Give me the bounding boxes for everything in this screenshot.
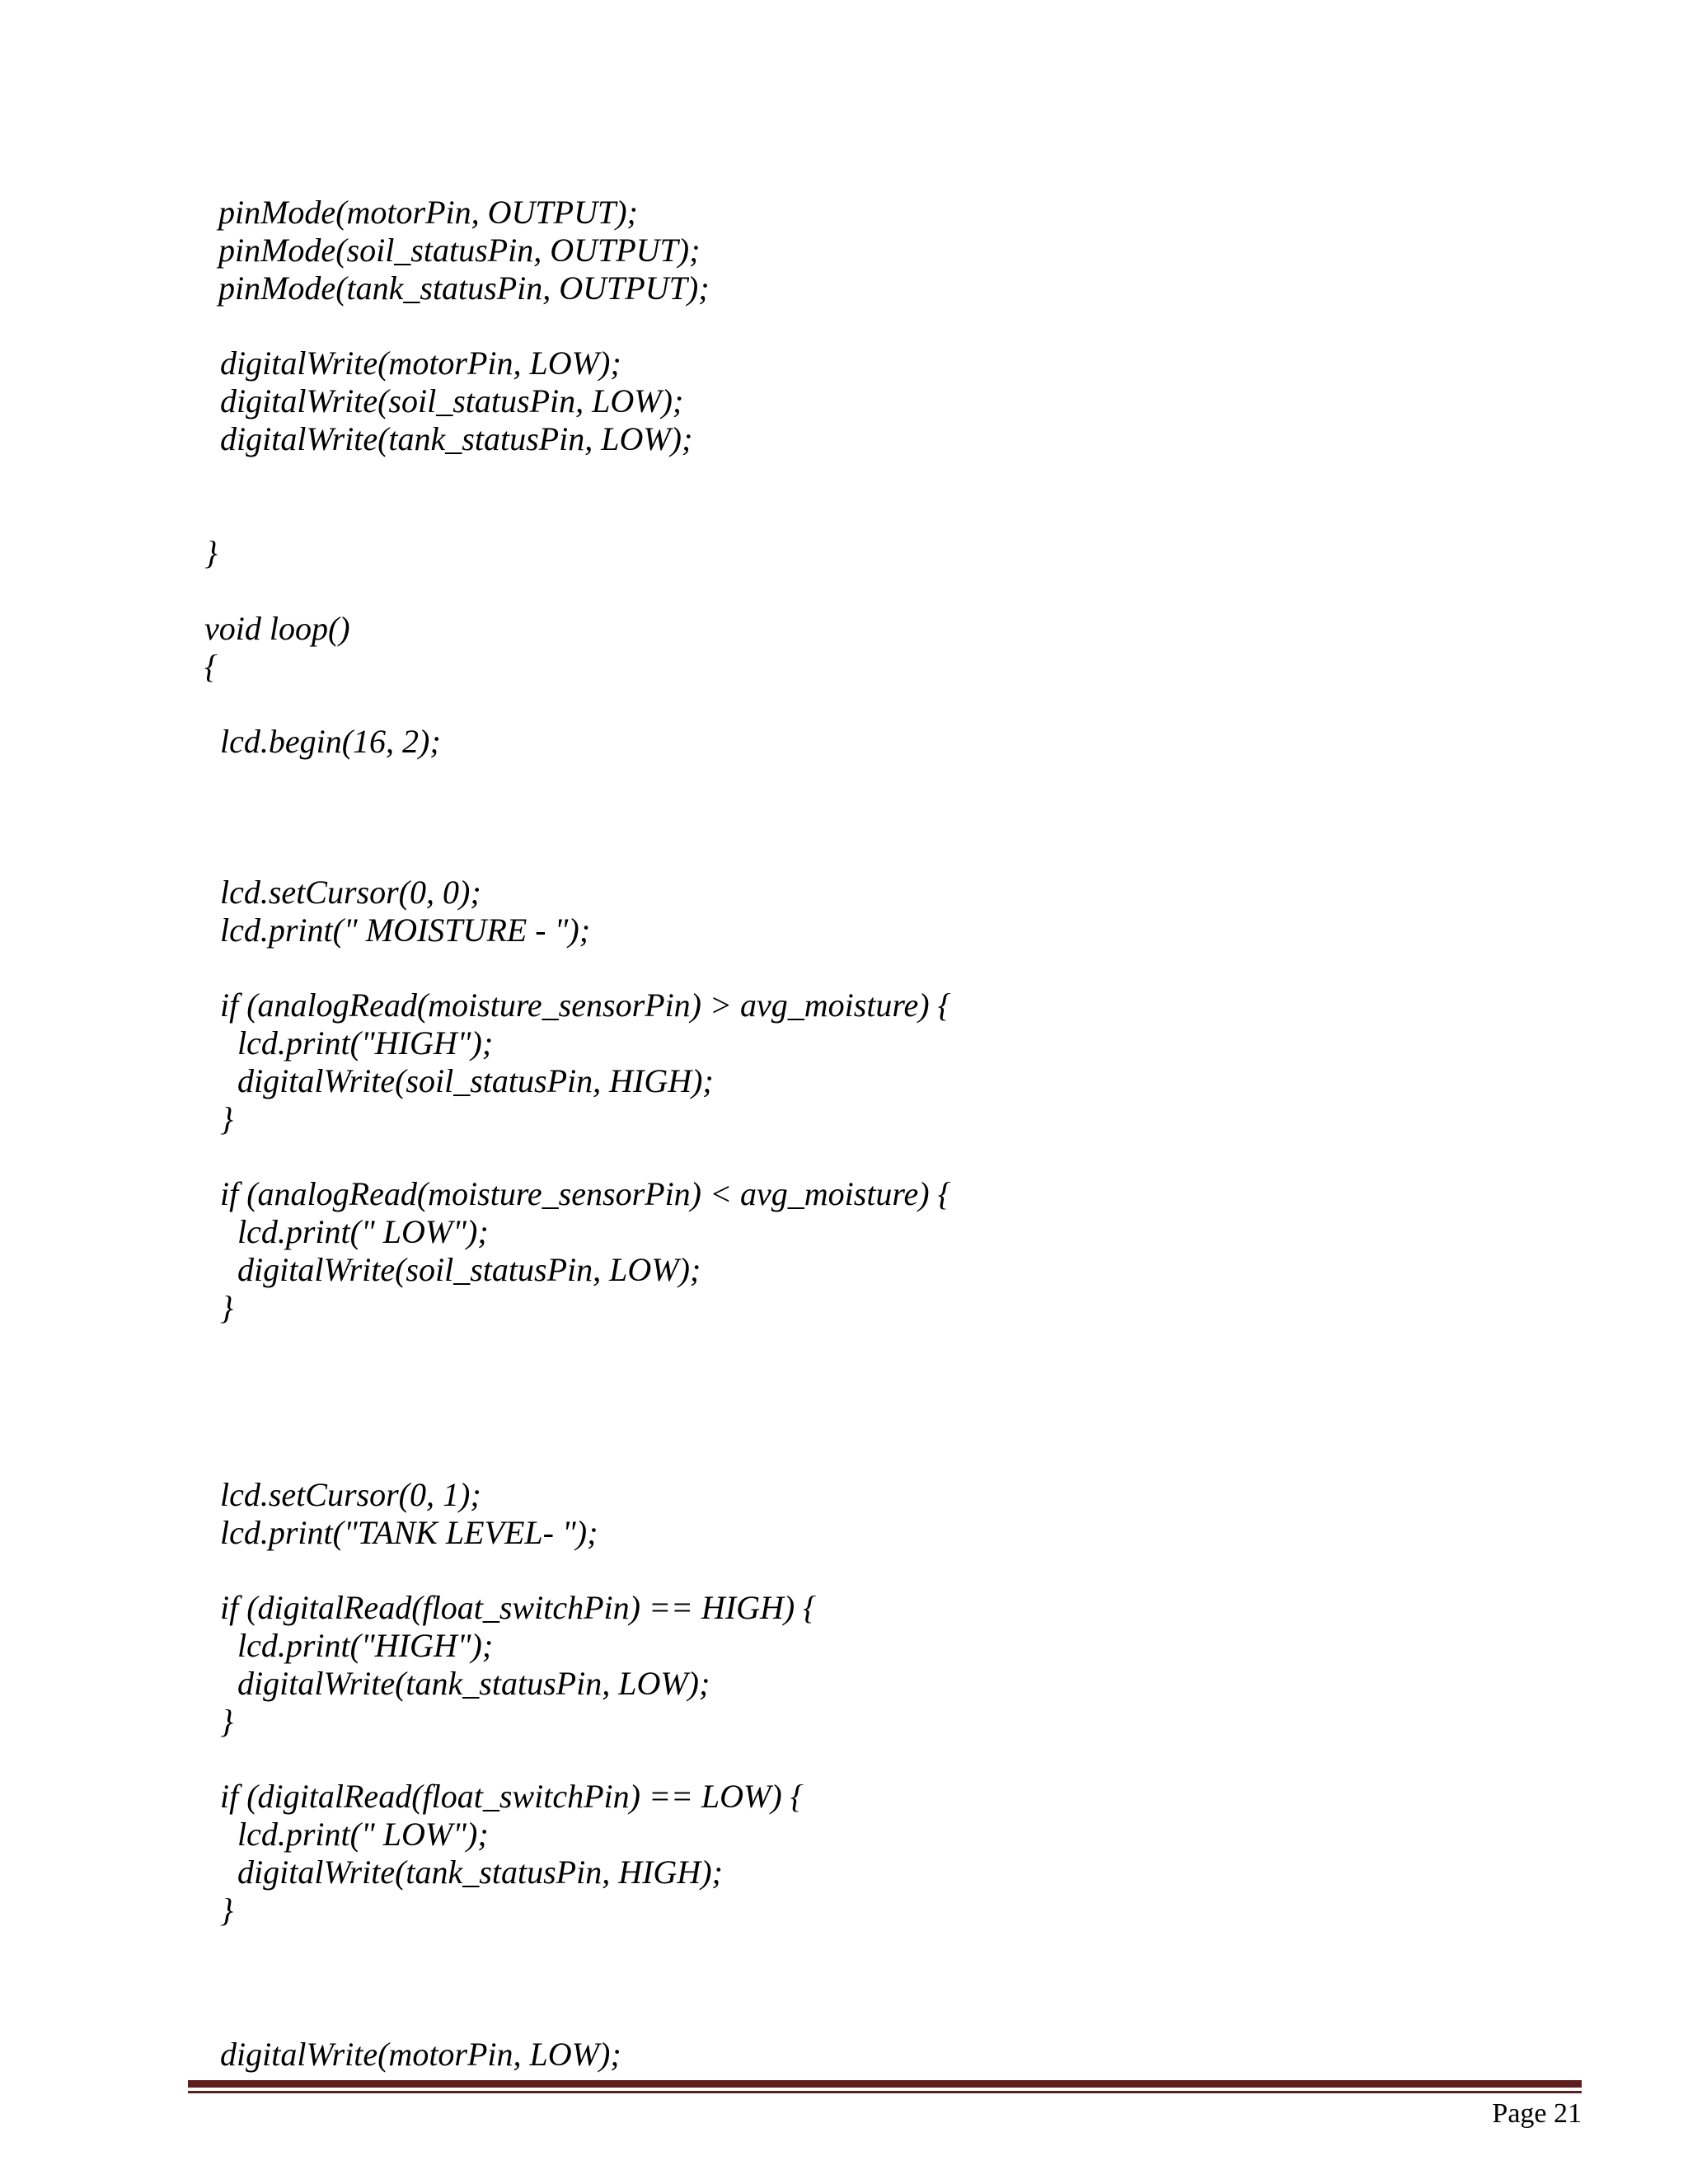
code-line: lcd.print(" MOISTURE - ");: [220, 912, 591, 949]
code-line: lcd.setCursor(0, 0);: [220, 874, 481, 911]
code-line: lcd.print(" LOW");: [237, 1213, 489, 1250]
code-line: if (analogRead(moisture_sensorPin) < avg_moisture) {: [220, 1175, 951, 1212]
code-line: if (digitalRead(float_switchPin) == LOW) {: [220, 1778, 804, 1815]
code-line: if (digitalRead(float_switchPin) == HIGH) {: [220, 1589, 817, 1626]
code-line: lcd.print(" LOW");: [237, 1816, 489, 1853]
code-line: lcd.print("TANK LEVEL- ");: [220, 1514, 598, 1551]
footer-rule-thin: [188, 2091, 1582, 2093]
code-line: }: [220, 1289, 233, 1326]
code-line: digitalWrite(soil_statusPin, LOW);: [237, 1251, 701, 1288]
code-line: if (analogRead(moisture_sensorPin) > avg_moisture) {: [220, 987, 951, 1024]
code-line: {: [204, 648, 218, 685]
code-line: }: [204, 534, 218, 571]
code-line: void loop(): [204, 610, 350, 647]
code-line: pinMode(tank_statusPin, OUTPUT);: [218, 269, 710, 307]
code-line: }: [220, 1891, 233, 1929]
code-line: lcd.print("HIGH");: [237, 1627, 494, 1664]
code-line: digitalWrite(soil_statusPin, LOW);: [220, 382, 684, 419]
code-line: digitalWrite(tank_statusPin, LOW);: [220, 420, 693, 457]
code-line: }: [220, 1703, 233, 1740]
code-line: lcd.setCursor(0, 1);: [220, 1476, 481, 1513]
code-line: }: [220, 1100, 233, 1137]
code-line: lcd.print("HIGH");: [237, 1024, 494, 1062]
code-line: pinMode(motorPin, OUTPUT);: [218, 194, 638, 231]
code-line: digitalWrite(tank_statusPin, LOW);: [237, 1665, 710, 1702]
code-line: lcd.begin(16, 2);: [220, 723, 441, 760]
page-number: Page 21: [1492, 2098, 1582, 2129]
footer-rule-thick: [188, 2080, 1582, 2088]
code-line: digitalWrite(soil_statusPin, HIGH);: [237, 1062, 714, 1099]
code-line: digitalWrite(motorPin, LOW);: [220, 2036, 621, 2073]
code-line: pinMode(soil_statusPin, OUTPUT);: [218, 232, 701, 269]
code-line: digitalWrite(motorPin, LOW);: [220, 344, 621, 382]
code-line: digitalWrite(tank_statusPin, HIGH);: [237, 1854, 723, 1891]
